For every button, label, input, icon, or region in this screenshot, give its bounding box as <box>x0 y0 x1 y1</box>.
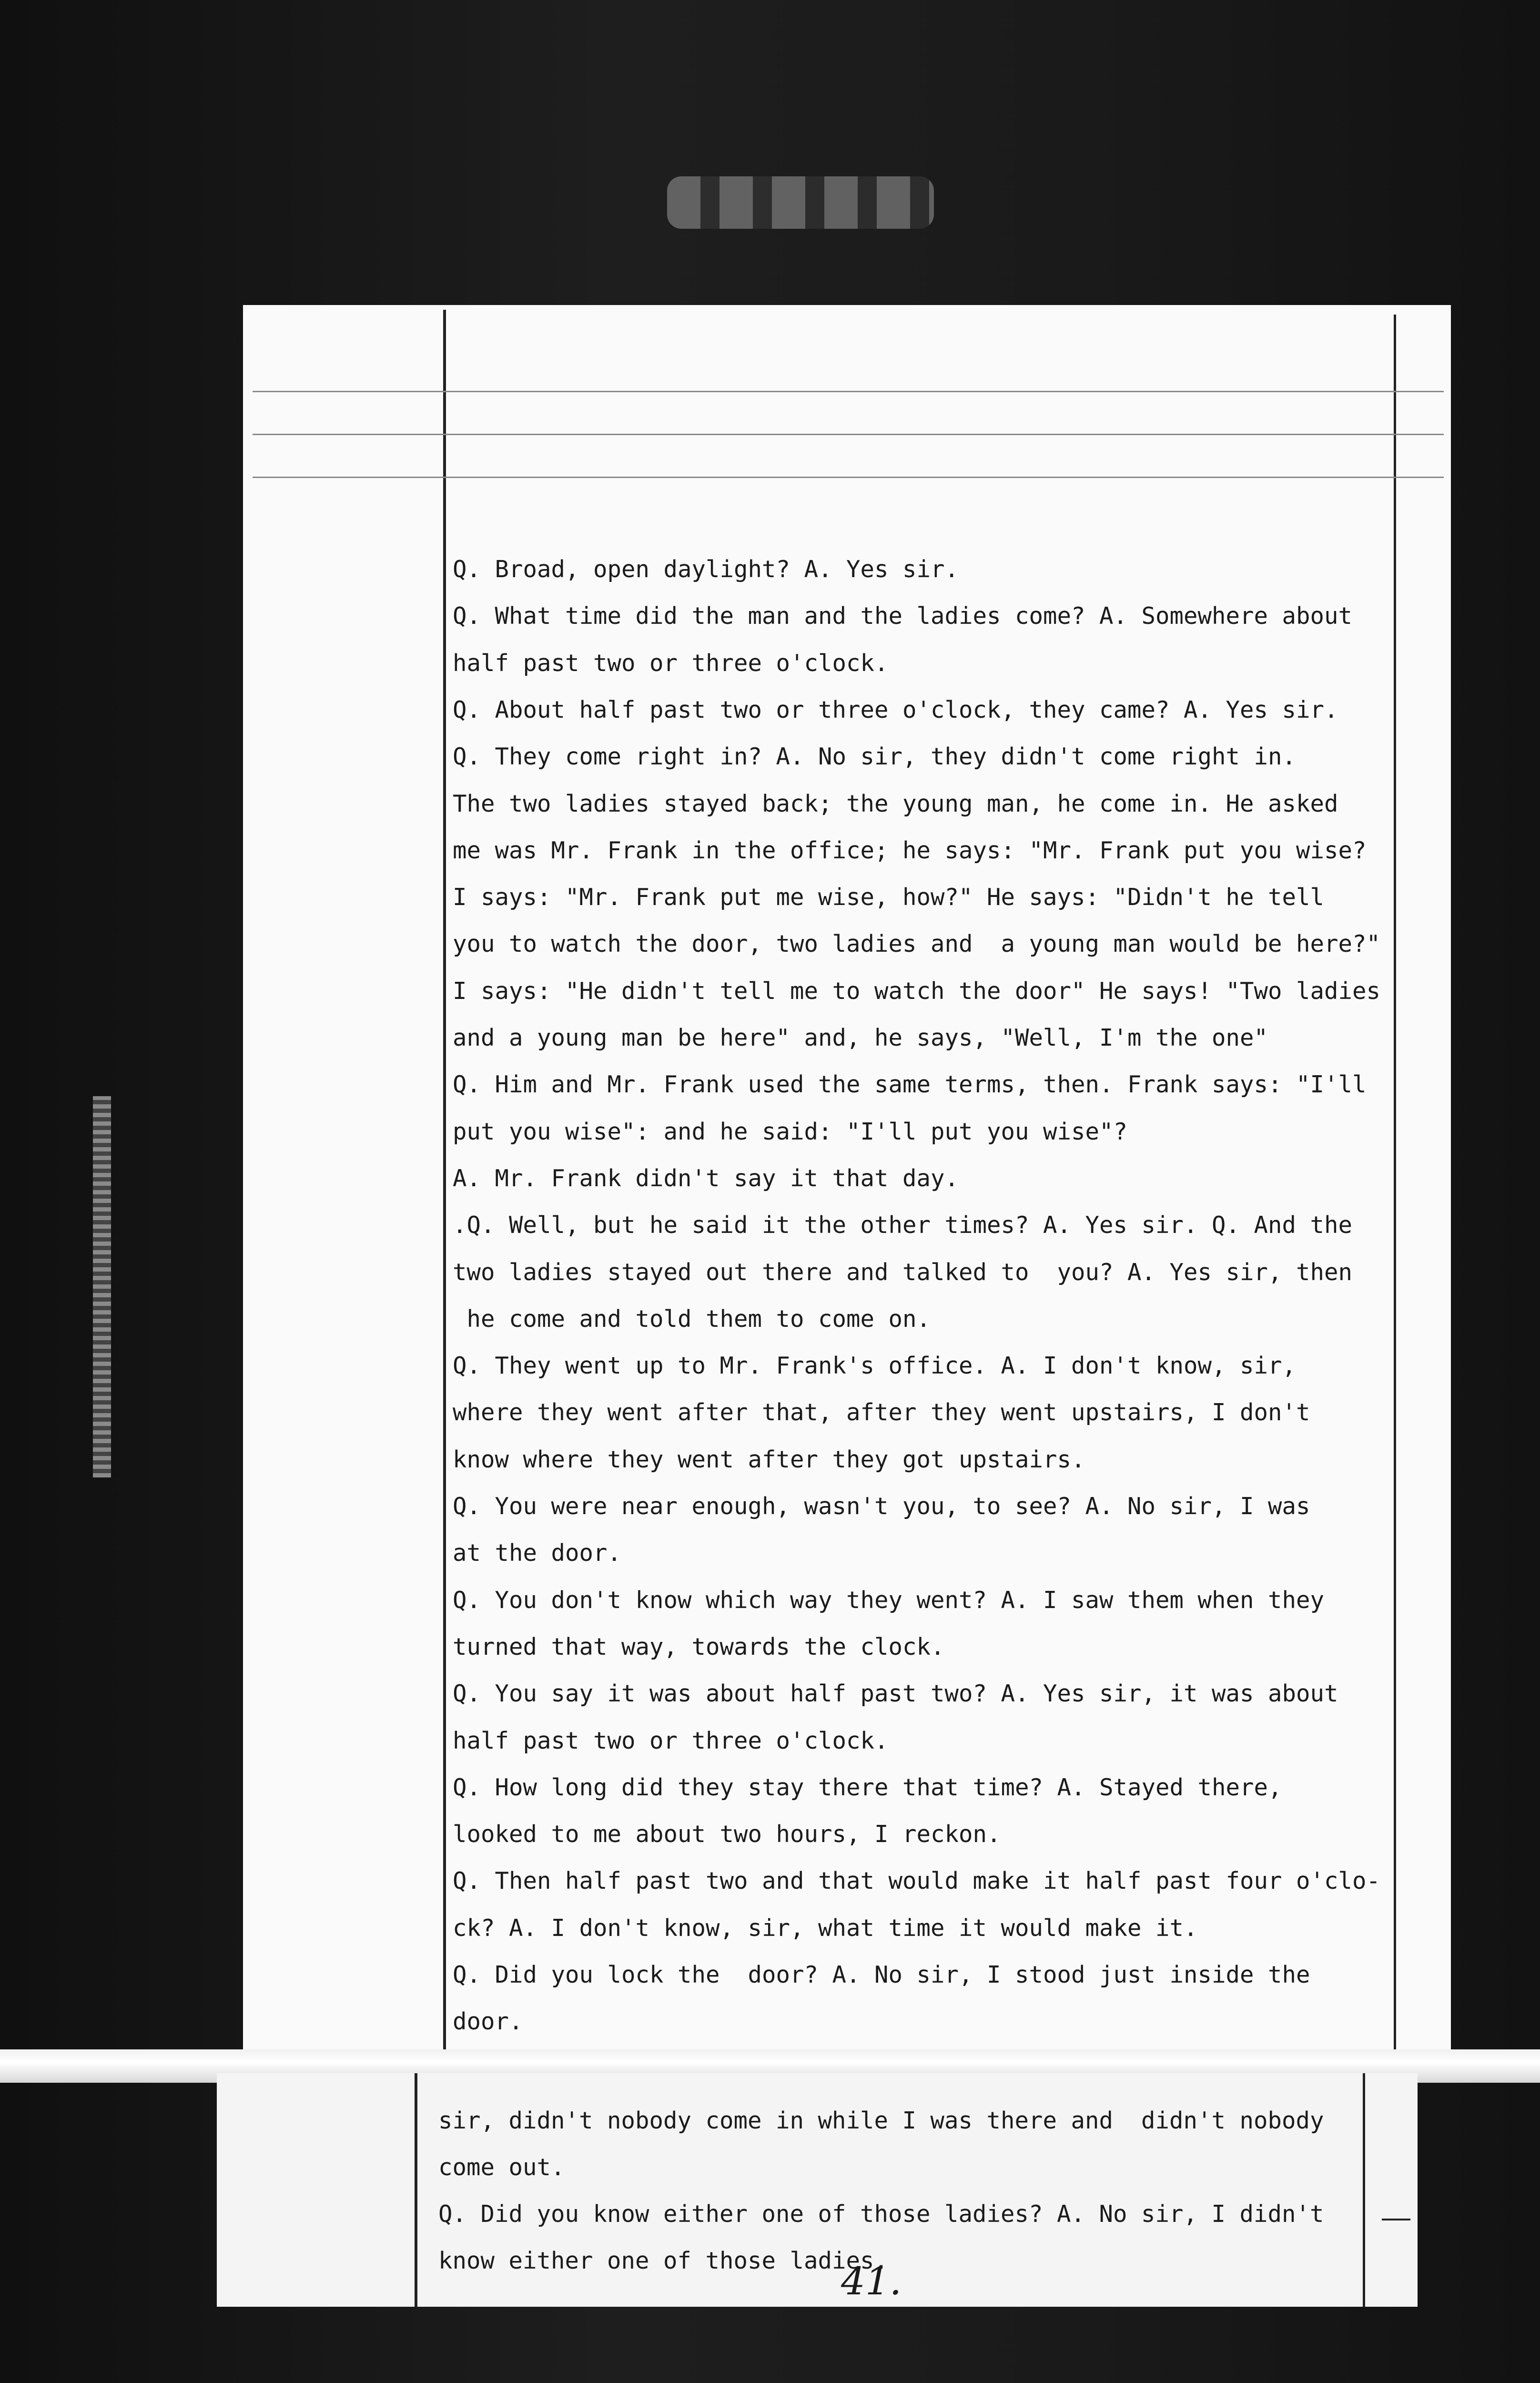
header-rule <box>253 434 1444 435</box>
transcript-line: I says: "He didn't tell me to watch the door" He says! "Two ladies <box>453 977 1381 1005</box>
transcript-line: A. Mr. Frank didn't say it that day. <box>453 1164 959 1192</box>
transcript-line: .Q. Well, but he said it the other times? A. Yes sir. Q. And the <box>453 1212 1353 1239</box>
transcript-line: I says: "Mr. Frank put me wise, how?" He says: "Didn't he tell <box>453 884 1325 911</box>
transcript-line: door. <box>453 2008 523 2036</box>
right-margin-line <box>1394 315 1396 2054</box>
transcript-line: Q. Then half past two and that would make it half past four o'clo- <box>453 1867 1381 1895</box>
header-rule <box>253 391 1444 392</box>
transcript-line: turned that way, towards the clock. <box>453 1633 945 1660</box>
transcript-line: two ladies stayed out there and talked to you? A. Yes sir, then <box>453 1258 1353 1286</box>
transcript-line: Q. Him and Mr. Frank used the same terms, then. Frank says: "I'll <box>453 1071 1367 1099</box>
film-edge-strip <box>93 1096 111 1477</box>
transcript-line: know either one of those ladies. <box>438 2247 889 2274</box>
transcript-line: Q. About half past two or three o'clock, they came? A. Yes sir. <box>453 696 1338 723</box>
transcript-line: Q. They come right in? A. No sir, they didn't come right in. <box>453 743 1297 771</box>
transcript-line: looked to me about two hours, I reckon. <box>453 1821 1001 1848</box>
transcript-line: sir, didn't nobody come in while I was there and didn't nobody <box>438 2107 1324 2134</box>
transcript-line: at the door. <box>453 1539 622 1567</box>
left-margin-line <box>415 2073 417 2307</box>
transcript-line: Q. You were near enough, wasn't you, to see? A. No sir, I was <box>453 1493 1310 1520</box>
transcript-line: Q. Broad, open daylight? A. Yes sir. <box>453 556 959 583</box>
transcript-line: Q. You say it was about half past two? A. Yes sir, it was about <box>453 1680 1338 1708</box>
right-margin-line <box>1363 2073 1365 2307</box>
transcript-line: Q. Did you know either one of those ladies? A. No sir, I didn't <box>438 2200 1324 2228</box>
transcript-line: Q. They went up to Mr. Frank's office. A. I don't know, sir, <box>453 1352 1297 1380</box>
transcript-line: come out. <box>438 2154 565 2181</box>
transcript-line: Q. You don't know which way they went? A. I saw them when they <box>453 1586 1325 1614</box>
left-margin-line <box>443 310 446 2054</box>
transcript-line: and a young man be here" and, he says, "Well, I'm the one" <box>453 1024 1268 1051</box>
transcript-line: he come and told them to come on. <box>453 1305 931 1333</box>
transcript-line: half past two or three o'clock. <box>453 649 889 677</box>
page-number: 41. <box>841 2259 902 2303</box>
transcript-line: put you wise": and he said: "I'll put you wise"? <box>453 1118 1128 1145</box>
header-rule <box>253 477 1444 478</box>
transcript-line: know where they went after they got upstairs. <box>453 1446 1085 1473</box>
film-frame-marker <box>667 176 934 229</box>
transcript-line: me was Mr. Frank in the office; he says: "Mr. Frank put you wise? <box>453 836 1367 864</box>
margin-dash <box>1382 2219 1410 2220</box>
transcript-line: Q. Did you lock the door? A. No sir, I stood just inside the <box>453 1961 1310 1988</box>
transcript-line: ck? A. I don't know, sir, what time it would make it. <box>453 1914 1198 1942</box>
transcript-line: The two ladies stayed back; the young man, he come in. He asked <box>453 790 1338 817</box>
transcript-line: where they went after that, after they went upstairs, I don't <box>453 1399 1310 1426</box>
transcript-line: half past two or three o'clock. <box>453 1727 889 1754</box>
transcript-line: you to watch the door, two ladies and a young man would be here?" <box>453 930 1381 958</box>
transcript-line: Q. What time did the man and the ladies come? A. Somewhere about <box>453 602 1353 630</box>
transcript-line: Q. How long did they stay there that time? A. Stayed there, <box>453 1773 1282 1801</box>
